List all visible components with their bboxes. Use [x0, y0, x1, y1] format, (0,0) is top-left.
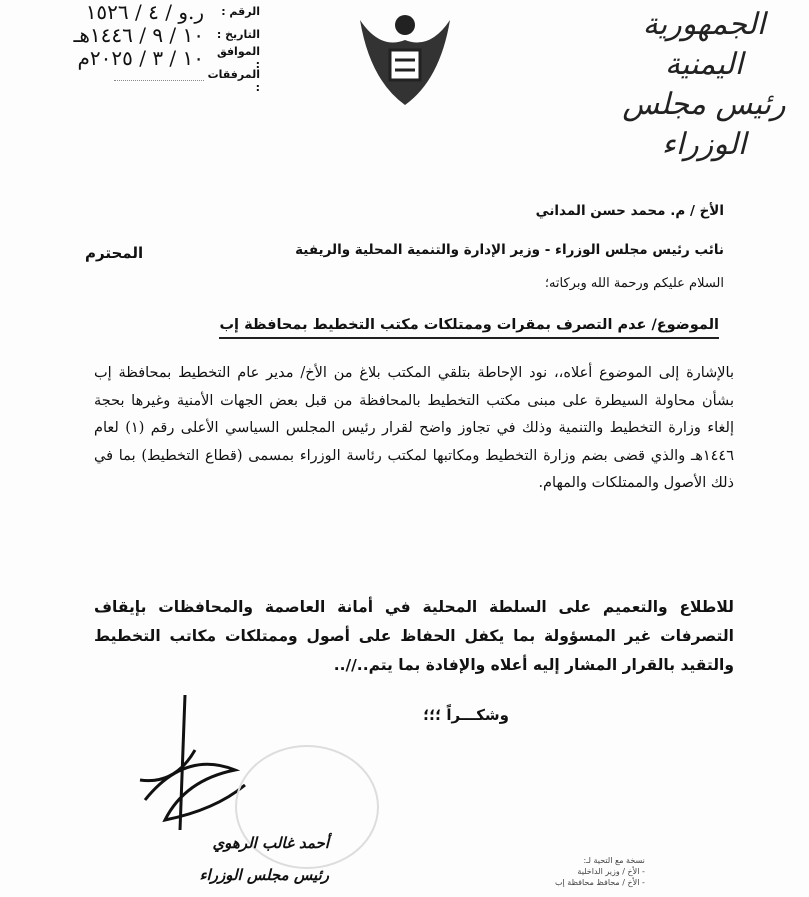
- attachments-label: المرفقات :: [207, 67, 260, 94]
- cc-item: - الأخ / وزير الداخلية: [577, 867, 645, 876]
- yemen-emblem-icon: [350, 0, 460, 110]
- recipient-title: نائب رئيس مجلس الوزراء - وزير الإدارة والتنمية المحلية والريفية: [295, 242, 724, 258]
- corresponding-label: الموافق :: [216, 44, 260, 71]
- cc-list: [555, 855, 645, 888]
- corresponding-value: ١٠ / ٣ / ٢٠٢٥م: [77, 45, 204, 70]
- greeting: السلام عليكم ورحمة الله وبركاته؛: [544, 276, 724, 291]
- subject-line: الموضوع/ عدم التصرف بمقرات وممتلكات مكتب التخطيط بمحافظة إب: [219, 313, 719, 339]
- reference-block: [0, 0, 260, 92]
- closing-thanks: وشكـــراً ؛؛؛: [423, 706, 509, 724]
- office-name: رئيس مجلس الوزراء: [622, 87, 786, 162]
- date-label: التاريخ :: [216, 28, 260, 41]
- cc-heading: نسخة مع التحية لـ:: [583, 856, 645, 865]
- org-name: الجمهورية اليمنية: [642, 7, 766, 82]
- number-label: الرقم :: [221, 5, 260, 18]
- signatory-name: أحمد غالب الرهوي: [212, 834, 329, 852]
- signatory-title: رئيس مجلس الوزراء: [199, 866, 329, 884]
- number-value: ر.و / ٤ / ١٥٢٦: [85, 0, 204, 24]
- cc-item: - الأخ / محافظ محافظة إب: [555, 878, 645, 887]
- instruction-paragraph: للاطلاع والتعميم على السلطة المحلية في أمانة العاصمة والمحافظات بإيقاف التصرفات غير المسؤولة بما يكفل الحفاظ على أصول وممتلكات مكاتب التخطيط والتقيد بالقرار المشار إليه أعلاه والإفادة بما يتم..//..: [94, 598, 734, 674]
- attachments-blank: [114, 80, 204, 81]
- date-value: ١٠ / ٩ / ١٤٤٦هـ: [73, 22, 204, 47]
- recipient-name: الأخ / م. محمد حسن المداني: [535, 203, 724, 219]
- letter-body: بالإشارة إلى الموضوع أعلاه،، نود الإحاطة بتلقي المكتب بلاغ من الأخ/ مدير عام التخطيط بمحافظة إب بشأن محاولة السيطرة على مبنى مكتب التخطيط بالمحافظة من قبل بعض الجهات الأمنية وغيرها بحجة إلغاء وزارة التخطيط والتنمية وذلك في تجاوز واضح لقرار رئيس المجلس السياسي الأعلى رقم (١) لعام ١٤٤٦هـ والذي قضى بضم وزارة التخطيط ومكاتبها لمكتب رئاسة الوزراء بمسمى (قطاع التخطيط) بما في ذلك الأصول والممتلكات والمهام.: [94, 365, 734, 491]
- letterhead-org: [609, 5, 799, 165]
- honorific: المحترم: [85, 244, 144, 262]
